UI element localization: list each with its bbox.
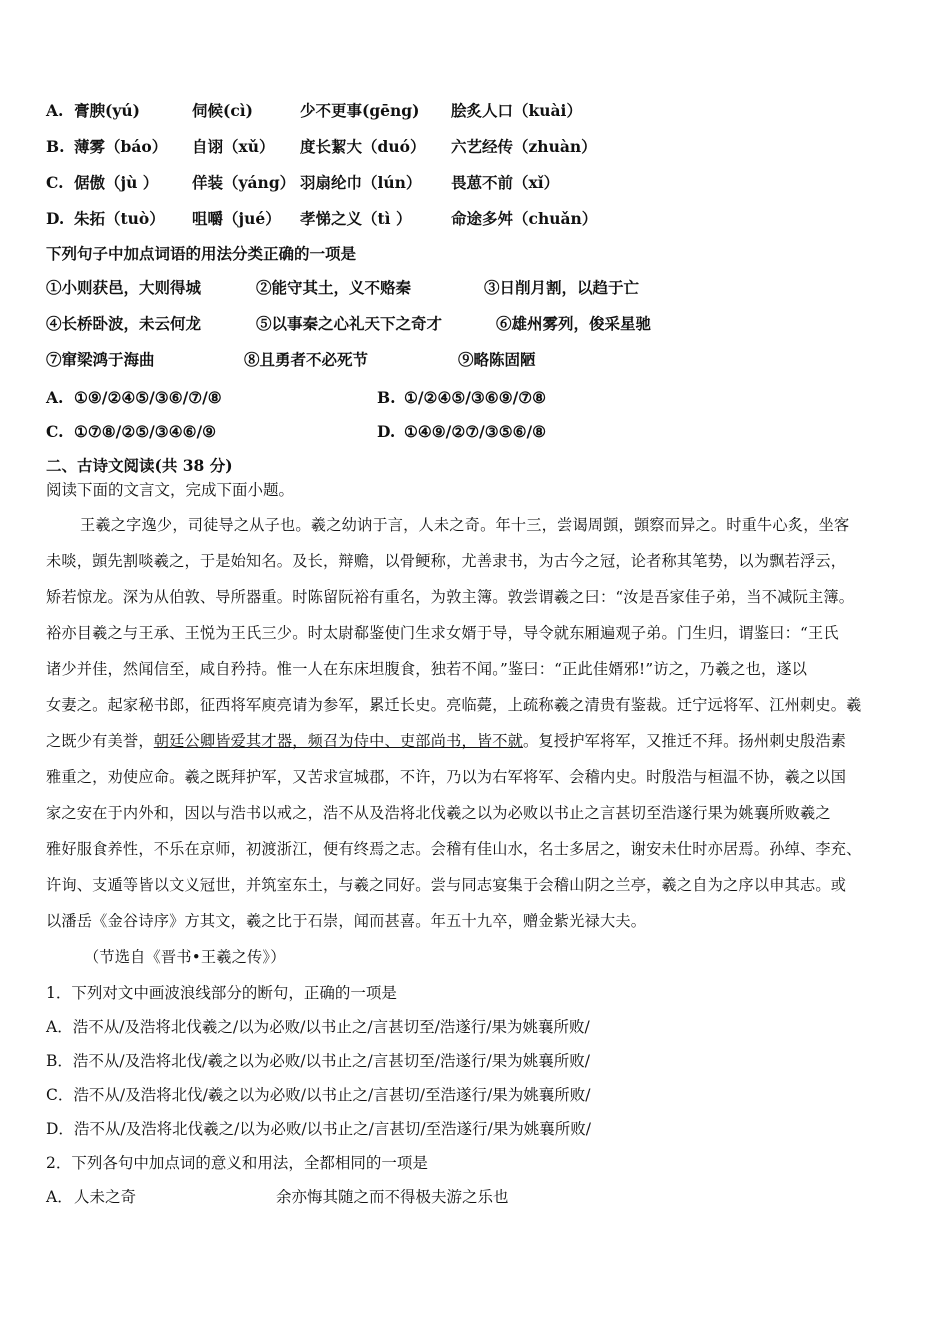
option-item: 薄雾（báo） — [74, 137, 168, 156]
passage-line: 王羲之字逸少，司徒导之从子也。羲之幼讷于言，人未之奇。年十三，尝谒周顗，顗察而异之。时重牛心炙，坐客 — [80, 516, 850, 534]
option-item: 伺候(cì) — [192, 101, 253, 120]
option-letter: B. — [377, 388, 396, 407]
option-text: ①④⑨/②⑦/③⑤⑥/⑧ — [404, 422, 547, 441]
usage-question-stem: 下列句子中加点词语的用法分类正确的一项是 — [46, 244, 357, 263]
passage-line: 矫若惊龙。深为从伯敦、导所器重。时陈留阮裕有重名，为敦主簿。敦尝谓羲之曰：“汝是吾家佳子弟，当不减阮主簿。 — [46, 588, 855, 606]
option-letter: D. — [46, 209, 65, 228]
option-letter: C. — [46, 173, 64, 192]
usage-sentence: ①小则获邑，大则得城 — [46, 278, 202, 297]
option-item: 六艺经传（zhuàn） — [451, 137, 597, 156]
passage-line: 家之安在于内外和，因以与浩书以戒之，浩不从及浩将北伐羲之以为必败以书止之言甚切至浩遂行果为姚襄所败羲之 — [46, 804, 831, 822]
option-letter: A. — [46, 101, 64, 120]
option-item: 倨傲（jù ） — [74, 173, 159, 192]
passage-line: 未啖，顗先割啖羲之，于是始知名。及长，辩赡，以骨鲠称，尤善隶书，为古今之冠，论者称其笔势，以为飘若浮云， — [46, 552, 847, 570]
section-heading: 二、古诗文阅读(共 38 分) — [46, 456, 233, 475]
q1-option-d: D．浩不从/及浩将北伐羲之/以为必败/以书止之/言甚切/至浩遂行/果为姚襄所败/ — [46, 1120, 591, 1138]
q1-stem: 1．下列对文中画波浪线部分的断句，正确的一项是 — [46, 984, 397, 1002]
option-item: 自诩（xǔ） — [192, 137, 275, 156]
usage-sentence: ③日削月割，以趋于亡 — [484, 278, 640, 297]
passage-line: 许询、支遁等皆以文义冠世，并筑室东土，与羲之同好。尝与同志宴集于会稽山阴之兰亭，羲之自为之序以申其志。或 — [46, 876, 847, 894]
usage-sentence: ⑧且勇者不必死节 — [244, 350, 369, 369]
option-item: 畏葸不前（xǐ） — [451, 173, 560, 192]
option-letter: A. — [46, 388, 64, 407]
option-item: 命途多舛（chuǎn） — [451, 209, 598, 228]
usage-sentence: ⑥雄州雾列，俊采星驰 — [496, 314, 652, 333]
q1-option-b: B．浩不从/及浩将北伐/羲之以为必败/以书止之/言甚切至/浩遂行/果为姚襄所败/ — [46, 1052, 590, 1070]
passage-line: 雅好服食养性，不乐在京师，初渡浙江，便有终焉之志。会稽有佳山水，名士多居之，谢安未仕时亦居焉。孙绰、李充、 — [46, 840, 862, 858]
option-item: 度长絜大（duó） — [300, 137, 426, 156]
passage-line: 裕亦目羲之与王承、王悦为王氏三少。时太尉郗鉴使门生求女婿于导，导令就东厢遍观子弟。门生归，谓鉴曰：“王氏 — [46, 624, 839, 642]
passage-line-with-underline — [46, 730, 908, 752]
option-sentence: 余亦悔其随之而不得极夫游之乐也 — [276, 1188, 509, 1206]
option-text: ①/②④⑤/③⑥⑨/⑦⑧ — [404, 388, 547, 407]
option-text: ①⑦⑧/②⑤/③④⑥/⑨ — [74, 422, 217, 441]
option-letter: C. — [46, 422, 64, 441]
q1-option-a: A．浩不从/及浩将北伐羲之/以为必败/以书止之/言甚切至/浩遂行/果为姚襄所败/ — [46, 1018, 590, 1036]
option-sentence: 人未之奇 — [74, 1188, 137, 1206]
usage-sentence: ⑦窜梁鸿于海曲 — [46, 350, 155, 369]
usage-sentence: ⑤以事秦之心礼天下之奇才 — [256, 314, 443, 333]
passage-text: 之既少有美誉， — [46, 732, 154, 750]
option-item: 孝悌之义（tì ） — [300, 209, 412, 228]
usage-sentence: ④长桥卧波，未云何龙 — [46, 314, 202, 333]
option-item: 膏腴(yú) — [74, 101, 140, 120]
option-letter: B. — [46, 137, 65, 156]
option-item: 少不更事(gēng) — [300, 101, 420, 120]
option-letter: D. — [377, 422, 396, 441]
option-item: 朱拓（tuò） — [74, 209, 165, 228]
usage-sentence: ②能守其土，义不赂秦 — [256, 278, 412, 297]
passage-line: 诸少并佳，然闻信至，咸自矜持。惟一人在东床坦腹食，独若不闻。”鉴曰：“正此佳婿邪!”访之，乃羲之也，遂以 — [46, 660, 808, 678]
option-item: 佯装（yáng） — [192, 173, 296, 192]
passage-line: 雅重之，劝使应命。羲之既拜护军，又苦求宣城郡，不许，乃以为右军将军、会稽内史。时殷浩与桓温不协，羲之以国 — [46, 768, 847, 786]
option-item: 脍炙人口（kuài） — [451, 101, 582, 120]
usage-sentence: ⑨略陈固陋 — [458, 350, 536, 369]
passage-text: 。复授护军将军，又推迁不拜。扬州刺史殷浩素 — [523, 732, 847, 750]
q1-option-c: C．浩不从/及浩将北伐/羲之以为必败/以书止之/言甚切/至浩遂行/果为姚襄所败/ — [46, 1086, 591, 1104]
q2-stem: 2．下列各句中加点词的意义和用法，全都相同的一项是 — [46, 1154, 428, 1172]
passage-line: 以潘岳《金谷诗序》方其文，羲之比于石崇，闻而甚喜。年五十九卒，赠金紫光禄大夫。 — [46, 912, 647, 930]
passage-line: 女妻之。起家秘书郎，征西将军庾亮请为参军，累迁长史。亮临薨，上疏称羲之清贵有鉴裁。迁宁远将军、江州刺史。羲 — [46, 696, 862, 714]
passage-source: （节选自《晋书•王羲之传》） — [84, 948, 286, 966]
section-instruction: 阅读下面的文言文，完成下面小题。 — [46, 481, 295, 499]
option-letter: A． — [46, 1188, 73, 1206]
option-item: 咀嚼（jué） — [192, 209, 281, 228]
underlined-sentence: 朝廷公卿皆爱其才器，频召为侍中、吏部尚书，皆不就 — [153, 732, 524, 750]
option-text: ①⑨/②④⑤/③⑥/⑦/⑧ — [74, 388, 222, 407]
option-item: 羽扇纶巾（lún） — [300, 173, 422, 192]
